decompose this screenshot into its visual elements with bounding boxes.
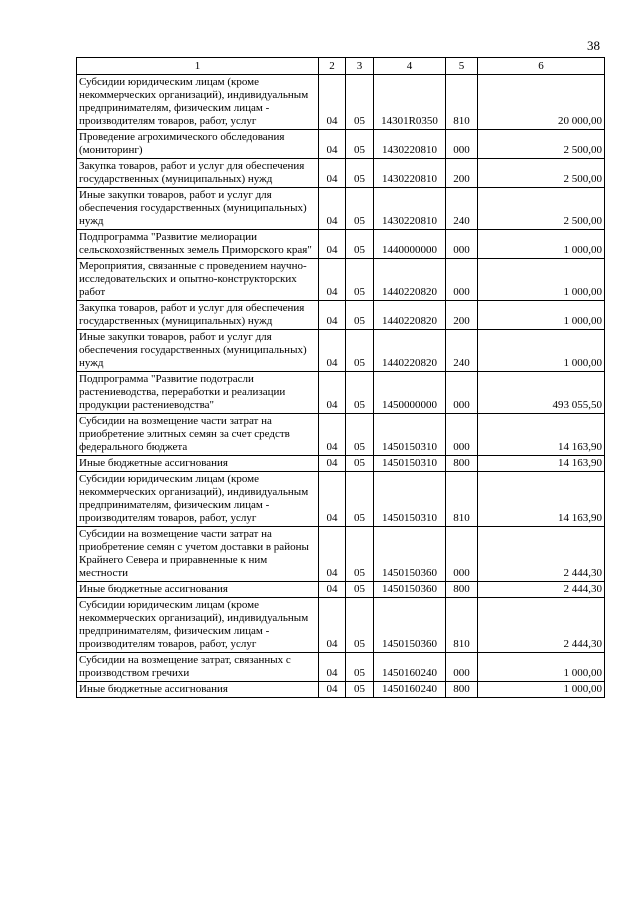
row-amount: 2 444,30 — [478, 598, 605, 653]
row-target-code: 1430220810 — [374, 188, 446, 230]
row-subsection: 05 — [346, 653, 374, 682]
header-row — [77, 58, 605, 75]
row-name: Субсидии на возмещение затрат, связанных с производством гречихи — [77, 653, 319, 682]
row-target-code: 1440000000 — [374, 230, 446, 259]
row-target-code: 1450150310 — [374, 456, 446, 472]
header-col-6: 6 — [478, 58, 605, 75]
row-subsection: 05 — [346, 582, 374, 598]
row-name: Иные закупки товаров, работ и услуг для обеспечения государственных (муниципальных) нужд — [77, 330, 319, 372]
table-row — [77, 230, 605, 259]
row-subsection: 05 — [346, 472, 374, 527]
row-expense-type: 000 — [446, 414, 478, 456]
row-amount: 2 500,00 — [478, 188, 605, 230]
row-subsection: 05 — [346, 414, 374, 456]
row-expense-type: 810 — [446, 598, 478, 653]
budget-table — [76, 57, 605, 698]
row-subsection: 05 — [346, 682, 374, 698]
row-name: Субсидии на возмещение части затрат на приобретение семян с учетом доставки в районы Крайнего Севера и приравненные к ним местности — [77, 527, 319, 582]
table-row — [77, 582, 605, 598]
row-name: Закупка товаров, работ и услуг для обеспечения государственных (муниципальных) нужд — [77, 159, 319, 188]
row-target-code: 1450150360 — [374, 582, 446, 598]
row-target-code: 1430220810 — [374, 159, 446, 188]
row-amount: 1 000,00 — [478, 230, 605, 259]
row-expense-type: 810 — [446, 472, 478, 527]
header-col-3: 3 — [346, 58, 374, 75]
table-row — [77, 472, 605, 527]
row-target-code: 1450000000 — [374, 372, 446, 414]
row-target-code: 14301R0350 — [374, 75, 446, 130]
row-section: 04 — [319, 301, 346, 330]
row-expense-type: 240 — [446, 330, 478, 372]
row-target-code: 1450160240 — [374, 653, 446, 682]
table-row — [77, 301, 605, 330]
row-target-code: 1450160240 — [374, 682, 446, 698]
table-header — [77, 58, 605, 75]
row-amount: 1 000,00 — [478, 653, 605, 682]
row-name: Субсидии юридическим лицам (кроме некоммерческих организаций), индивидуальным предпринимателям, физическим лицам - производителям товаров, работ, услуг — [77, 472, 319, 527]
row-amount: 1 000,00 — [478, 682, 605, 698]
row-amount: 1 000,00 — [478, 330, 605, 372]
table-body — [77, 75, 605, 698]
row-amount: 20 000,00 — [478, 75, 605, 130]
row-expense-type: 200 — [446, 301, 478, 330]
row-target-code: 1440220820 — [374, 330, 446, 372]
table-row — [77, 75, 605, 130]
row-subsection: 05 — [346, 598, 374, 653]
row-name: Иные закупки товаров, работ и услуг для обеспечения государственных (муниципальных) нужд — [77, 188, 319, 230]
row-section: 04 — [319, 582, 346, 598]
row-expense-type: 000 — [446, 372, 478, 414]
row-name: Субсидии юридическим лицам (кроме некоммерческих организаций), индивидуальным предпринимателям, физическим лицам - производителям товаров, работ, услуг — [77, 75, 319, 130]
row-section: 04 — [319, 653, 346, 682]
row-expense-type: 200 — [446, 159, 478, 188]
row-subsection: 05 — [346, 75, 374, 130]
row-target-code: 1440220820 — [374, 259, 446, 301]
row-amount: 2 444,30 — [478, 582, 605, 598]
table-row — [77, 330, 605, 372]
row-subsection: 05 — [346, 301, 374, 330]
row-target-code: 1450150310 — [374, 414, 446, 456]
row-name: Иные бюджетные ассигнования — [77, 456, 319, 472]
row-target-code: 1440220820 — [374, 301, 446, 330]
row-subsection: 05 — [346, 259, 374, 301]
row-expense-type: 240 — [446, 188, 478, 230]
row-amount: 1 000,00 — [478, 301, 605, 330]
row-name: Иные бюджетные ассигнования — [77, 582, 319, 598]
row-name: Субсидии юридическим лицам (кроме некоммерческих организаций), индивидуальным предпринимателям, физическим лицам - производителям товаров, работ, услуг — [77, 598, 319, 653]
row-section: 04 — [319, 456, 346, 472]
row-target-code: 1450150360 — [374, 527, 446, 582]
row-target-code: 1450150360 — [374, 598, 446, 653]
row-amount: 14 163,90 — [478, 414, 605, 456]
header-col-5: 5 — [446, 58, 478, 75]
row-name: Подпрограмма "Развитие подотрасли растениеводства, переработки и реализации продукции растениеводства" — [77, 372, 319, 414]
row-section: 04 — [319, 188, 346, 230]
table-row — [77, 653, 605, 682]
row-subsection: 05 — [346, 330, 374, 372]
row-section: 04 — [319, 682, 346, 698]
table-row — [77, 456, 605, 472]
row-subsection: 05 — [346, 188, 374, 230]
row-section: 04 — [319, 598, 346, 653]
row-subsection: 05 — [346, 527, 374, 582]
row-name: Мероприятия, связанные с проведением научно-исследовательских и опытно-конструкторских работ — [77, 259, 319, 301]
header-col-2: 2 — [319, 58, 346, 75]
row-subsection: 05 — [346, 372, 374, 414]
row-name: Подпрограмма "Развитие мелиорации сельскохозяйственных земель Приморского края" — [77, 230, 319, 259]
row-subsection: 05 — [346, 230, 374, 259]
row-amount: 14 163,90 — [478, 472, 605, 527]
row-section: 04 — [319, 259, 346, 301]
row-name: Проведение агрохимического обследования (мониторинг) — [77, 130, 319, 159]
table-row — [77, 598, 605, 653]
row-section: 04 — [319, 130, 346, 159]
row-expense-type: 800 — [446, 456, 478, 472]
row-section: 04 — [319, 414, 346, 456]
table-row — [77, 414, 605, 456]
table-row — [77, 527, 605, 582]
row-target-code: 1430220810 — [374, 130, 446, 159]
row-expense-type: 810 — [446, 75, 478, 130]
row-expense-type: 800 — [446, 582, 478, 598]
table-row — [77, 188, 605, 230]
header-col-1: 1 — [77, 58, 319, 75]
page-number: 38 — [587, 38, 600, 53]
table-row — [77, 682, 605, 698]
row-expense-type: 000 — [446, 259, 478, 301]
row-expense-type: 000 — [446, 653, 478, 682]
row-amount: 14 163,90 — [478, 456, 605, 472]
header-col-4: 4 — [374, 58, 446, 75]
row-expense-type: 000 — [446, 230, 478, 259]
row-section: 04 — [319, 472, 346, 527]
table-row — [77, 372, 605, 414]
row-expense-type: 800 — [446, 682, 478, 698]
row-target-code: 1450150310 — [374, 472, 446, 527]
row-name: Иные бюджетные ассигнования — [77, 682, 319, 698]
row-name: Субсидии на возмещение части затрат на приобретение элитных семян за счет средств федерального бюджета — [77, 414, 319, 456]
row-amount: 2 500,00 — [478, 130, 605, 159]
row-section: 04 — [319, 159, 346, 188]
row-name: Закупка товаров, работ и услуг для обеспечения государственных (муниципальных) нужд — [77, 301, 319, 330]
table-row — [77, 259, 605, 301]
row-section: 04 — [319, 372, 346, 414]
row-expense-type: 000 — [446, 527, 478, 582]
table-row — [77, 130, 605, 159]
row-expense-type: 000 — [446, 130, 478, 159]
row-amount: 2 444,30 — [478, 527, 605, 582]
row-amount: 1 000,00 — [478, 259, 605, 301]
row-subsection: 05 — [346, 130, 374, 159]
row-section: 04 — [319, 230, 346, 259]
row-section: 04 — [319, 75, 346, 130]
row-subsection: 05 — [346, 456, 374, 472]
row-amount: 2 500,00 — [478, 159, 605, 188]
row-subsection: 05 — [346, 159, 374, 188]
row-amount: 493 055,50 — [478, 372, 605, 414]
row-section: 04 — [319, 527, 346, 582]
row-section: 04 — [319, 330, 346, 372]
table-row — [77, 159, 605, 188]
